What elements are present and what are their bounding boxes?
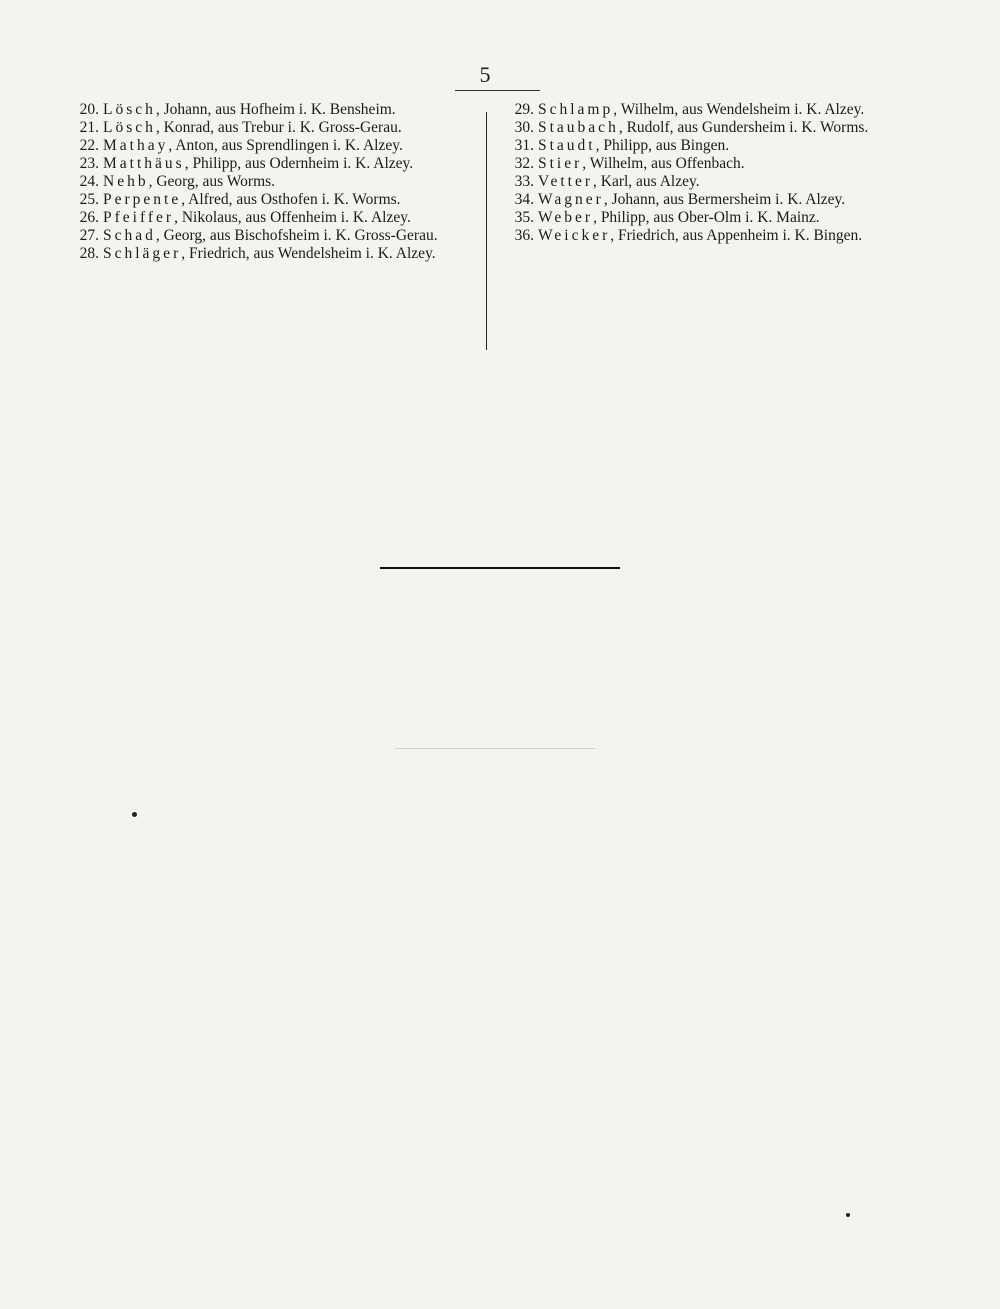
- page-number-rule: [455, 90, 540, 91]
- entry-number: 36.: [514, 227, 534, 244]
- list-item: [510, 191, 905, 208]
- entry-number: 29.: [514, 101, 534, 118]
- entry-details: , Konrad, aus Trebur i. K. Gross-Gerau.: [155, 119, 402, 136]
- entry-details: , Wilhelm, aus Offenbach.: [582, 155, 745, 172]
- entry-details: , Philipp, aus Bingen.: [595, 137, 730, 154]
- list-item: [510, 119, 905, 136]
- page-number: 5: [479, 62, 491, 87]
- list-item: [75, 209, 475, 226]
- entry-surname: Pfeiffer: [103, 209, 175, 226]
- student-list-right-column: [510, 101, 905, 245]
- list-item: [75, 155, 475, 172]
- entry-number: 35.: [514, 209, 534, 226]
- entry-details: , Georg, aus Worms.: [148, 173, 276, 190]
- entry-details: , Philipp, aus Ober-Olm i. K. Mainz.: [593, 209, 820, 226]
- scan-speck: [846, 1213, 850, 1217]
- section-rule: [380, 567, 620, 569]
- entry-surname: Weicker: [538, 227, 611, 244]
- entry-number: 20.: [79, 101, 99, 118]
- entry-details: , Georg, aus Bischofsheim i. K. Gross-Gerau.: [155, 227, 438, 244]
- bleed-through-texture: [100, 200, 920, 1260]
- entry-number: 25.: [79, 191, 99, 208]
- bleed-through-rule: [395, 748, 595, 749]
- entry-number: 31.: [514, 137, 534, 154]
- column-divider: [486, 112, 487, 350]
- entry-details: , Nikolaus, aus Offenheim i. K. Alzey.: [174, 209, 411, 226]
- entry-number: 26.: [79, 209, 99, 226]
- entry-details: , Johann, aus Hofheim i. K. Bensheim.: [155, 101, 396, 118]
- entry-number: 34.: [514, 191, 534, 208]
- list-item: [75, 245, 475, 262]
- entry-details: , Alfred, aus Osthofen i. K. Worms.: [181, 191, 401, 208]
- list-item: [75, 137, 475, 154]
- entry-details: , Rudolf, aus Gundersheim i. K. Worms.: [618, 119, 869, 136]
- entry-surname: Stier: [538, 155, 583, 172]
- entry-number: 30.: [514, 119, 534, 136]
- entry-details: , Philipp, aus Odernheim i. K. Alzey.: [184, 155, 414, 172]
- entry-surname: Matthäus: [103, 155, 185, 172]
- entry-number: 32.: [514, 155, 534, 172]
- entry-number: 33.: [514, 173, 534, 190]
- entry-surname: Nehb: [103, 173, 149, 190]
- list-item: [510, 137, 905, 154]
- entry-number: 24.: [79, 173, 99, 190]
- scan-speck: [132, 812, 137, 817]
- entry-details: , Johann, aus Bermersheim i. K. Alzey.: [603, 191, 846, 208]
- entry-surname: Staudt: [538, 137, 596, 154]
- entry-details: , Wilhelm, aus Wendelsheim i. K. Alzey.: [613, 101, 865, 118]
- entry-number: 27.: [79, 227, 99, 244]
- entry-surname: Weber: [538, 209, 594, 226]
- entry-details: , Karl, aus Alzey.: [593, 173, 700, 190]
- entry-details: , Friedrich, aus Wendelsheim i. K. Alzey.: [181, 245, 436, 262]
- entry-details: , Anton, aus Sprendlingen i. K. Alzey.: [168, 137, 403, 154]
- list-item: [75, 119, 475, 136]
- student-list-left-column: [75, 101, 475, 263]
- entry-surname: Staubach: [538, 119, 619, 136]
- entry-surname: Mathay: [103, 137, 169, 154]
- entry-surname: Perpente: [103, 191, 182, 208]
- list-item: [75, 101, 475, 118]
- list-item: [75, 227, 475, 244]
- list-item: [75, 173, 475, 190]
- entry-surname: Lösch: [103, 101, 156, 118]
- list-item: [75, 191, 475, 208]
- entry-surname: Lösch: [103, 119, 156, 136]
- entry-surname: Vetter: [538, 173, 594, 190]
- list-item: [510, 209, 905, 226]
- entry-details: , Friedrich, aus Appenheim i. K. Bingen.: [610, 227, 863, 244]
- entry-number: 21.: [79, 119, 99, 136]
- entry-surname: Wagner: [538, 191, 604, 208]
- list-item: [510, 227, 905, 244]
- entry-number: 22.: [79, 137, 99, 154]
- entry-number: 23.: [79, 155, 99, 172]
- entry-number: 28.: [79, 245, 99, 262]
- entry-surname: Schläger: [103, 245, 182, 262]
- list-item: [510, 101, 905, 118]
- entry-surname: Schad: [103, 227, 156, 244]
- entry-surname: Schlamp: [538, 101, 614, 118]
- list-item: [510, 155, 905, 172]
- list-item: [510, 173, 905, 190]
